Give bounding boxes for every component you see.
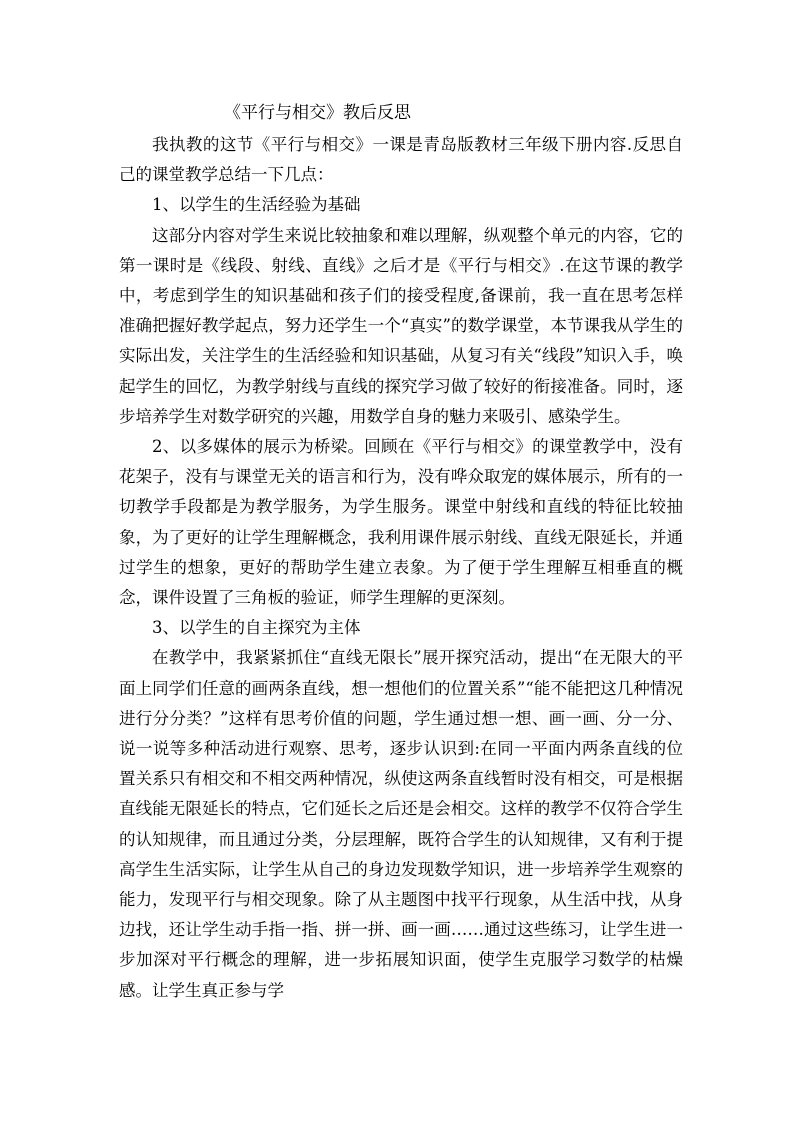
section-1-paragraph: 这部分内容对学生来说比较抽象和难以理解，纵观整个单元的内容，它的第一课时是《线段、射线、直线》之后才是《平行与相交》.在这节课的教学中，考虑到学生的知识基础和孩子们的接受程度,备课前，我一直在思考怎样准确把握好教学起点，努力还学生一个“真实”的数学课堂，本节课我从学生的实际出发，关注学生的生活经验和知识基础，从复习有关“线段”知识入手，唤起学生的回忆，为教学射线与直线的探究学习做了较好的衔接准备。同时，逐步培养学生对数学研究的兴趣，用数学自身的魅力来吸引、感染学生。	[119, 225, 683, 426]
section-3-paragraph: 在教学中，我紧紧抓住“直线无限长”展开探究活动，提出“在无限大的平面上同学们任意的画两条直线，想一想他们的位置关系”“能不能把这几种情况进行分分类？”这样有思考价值的问题，学生通过想一想、画一画、分一分、说一说等多种活动进行观察、思考，逐步认识到:在同一平面内两条直线的位置关系只有相交和不相交两种情况，纵使这两条直线暂时没有相交，可是根据直线能无限延长的特点，它们延长之后还是会相交。这样的教学不仅符合学生的认知规律，而且通过分类，分层理解，既符合学生的认知规律，又有利于提高学生生活实际，让学生从自己的身边发现数学知识，进一步培养学生观察的能力，发现平行与相交现象。除了从主题图中找平行现象，从生活中找，从身边找，还让学生动手指一指、拼一拼、画一画……通过这些练习，让学生进一步加深对平行概念的理解，进一步拓展知识面，使学生克服学习数学的枯燥感。让学生真正参与学	[119, 648, 683, 1000]
section-heading-1: 1、以学生的生活经验为基础	[152, 195, 361, 215]
section-heading-3: 3、以学生的自主探究为主体	[152, 618, 361, 638]
document-body	[119, 130, 683, 1006]
intro-paragraph: 我执教的这节《平行与相交》一课是青岛版教材三年级下册内容.反思自己的课堂教学总结一下几点：	[119, 135, 683, 185]
document-title: 《平行与相交》教后反思	[224, 103, 411, 123]
section-2-paragraph: 2、以多媒体的展示为桥梁。回顾在《平行与相交》的课堂教学中，没有花架子，没有与课堂无关的语言和行为，没有哗众取宠的媒体展示，所有的一切教学手段都是为教学服务，为学生服务。课堂中射线和直线的特征比较抽象，为了更好的让学生理解概念，我利用课件展示射线、直线无限延长，并通过学生的想象，更好的帮助学生建立表象。为了便于学生理解互相垂直的概念，课件设置了三角板的验证，师学生理解的更深刻。	[119, 437, 683, 608]
